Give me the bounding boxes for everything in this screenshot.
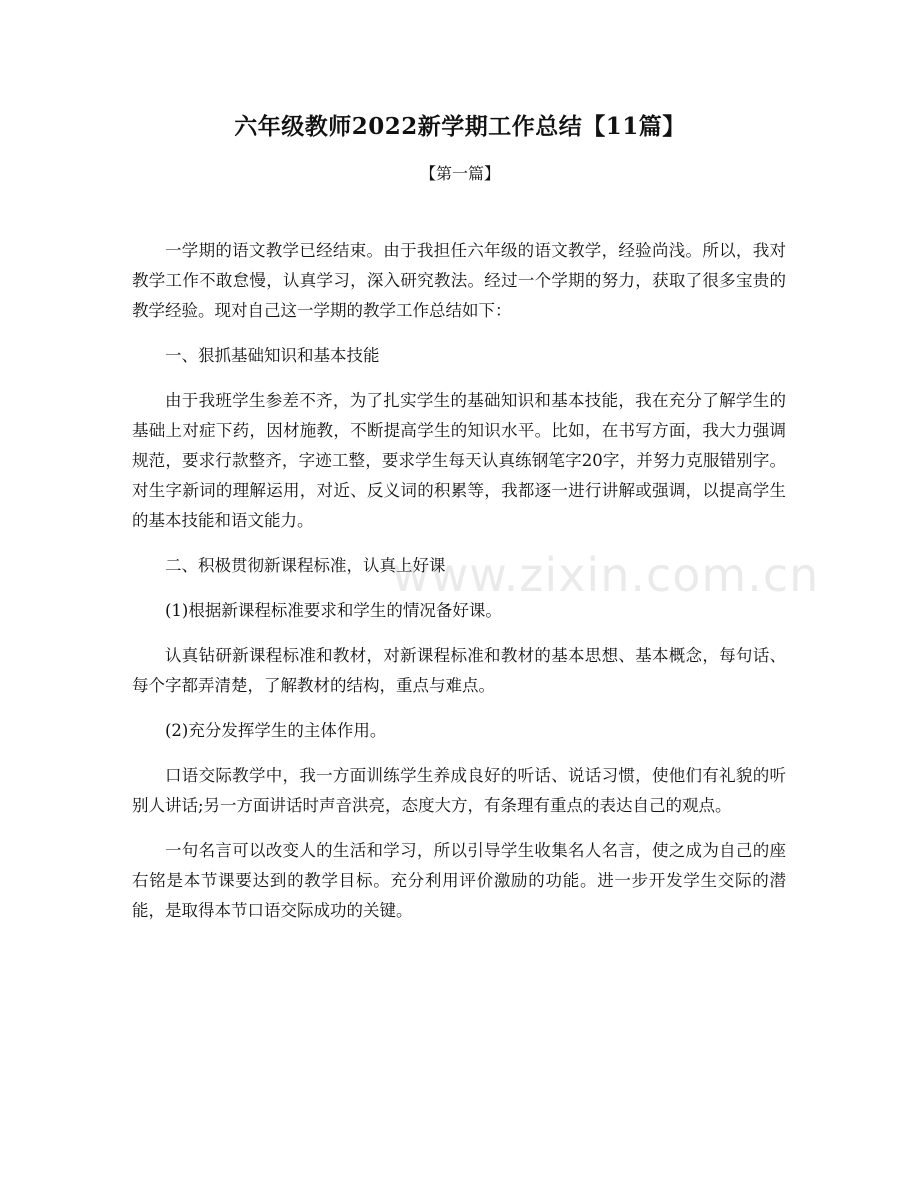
paragraph-curriculum: 认真钻研新课程标准和教材，对新课程标准和教材的基本思想、基本概念，每句话、每个字都弄清楚，了解教材的结构，重点与难点。	[132, 646, 786, 695]
subheading-2: (2)充分发挥学生的主体作用。	[165, 721, 387, 740]
paragraph-intro: 一学期的语文教学已经结束。由于我担任六年级的语文教学，经验尚浅。所以，我对教学工作不敢怠慢，认真学习，深入研究教法。经过一个学期的努力，获取了很多宝贵的教学经验。现对自己这一学期的教学工作总结如下：	[132, 241, 786, 320]
document-body	[132, 236, 786, 926]
section-label: 【第一篇】	[419, 164, 500, 183]
paragraph-oral: 口语交际教学中，我一方面训练学生养成良好的听话、说话习惯，使他们有礼貌的听别人讲话;另一方面讲话时声音洪亮，态度大方，有条理有重点的表达自己的观点。	[132, 766, 786, 815]
document-title: 六年级教师2022新学期工作总结【11篇】	[234, 113, 686, 140]
section-heading-1: 一、狠抓基础知识和基本技能	[165, 346, 380, 365]
paragraph-basics: 由于我班学生参差不齐，为了扎实学生的基础知识和基本技能，我在充分了解学生的基础上对症下药，因材施教，不断提高学生的知识水平。比如，在书写方面，我大力强调规范，要求行款整齐，字迹工整，要求学生每天认真练钢笔字20字，并努力克服错别字。对生字新词的理解运用，对近、反义词的积累等，我都逐一进行讲解或强调，以提高学生的基本技能和语文能力。	[132, 391, 786, 530]
paragraph-quotes: 一句名言可以改变人的生活和学习，所以引导学生收集名人名言，使之成为自己的座右铭是本节课要达到的教学目标。充分利用评价激励的功能。进一步开发学生交际的潜能，是取得本节口语交际成功的关键。	[132, 841, 786, 920]
section-heading-2: 二、积极贯彻新课程标准，认真上好课	[165, 556, 446, 575]
subheading-1: (1)根据新课程标准要求和学生的情况备好课。	[165, 601, 502, 620]
watermark-text: www.zixin.com.cn	[392, 548, 820, 602]
